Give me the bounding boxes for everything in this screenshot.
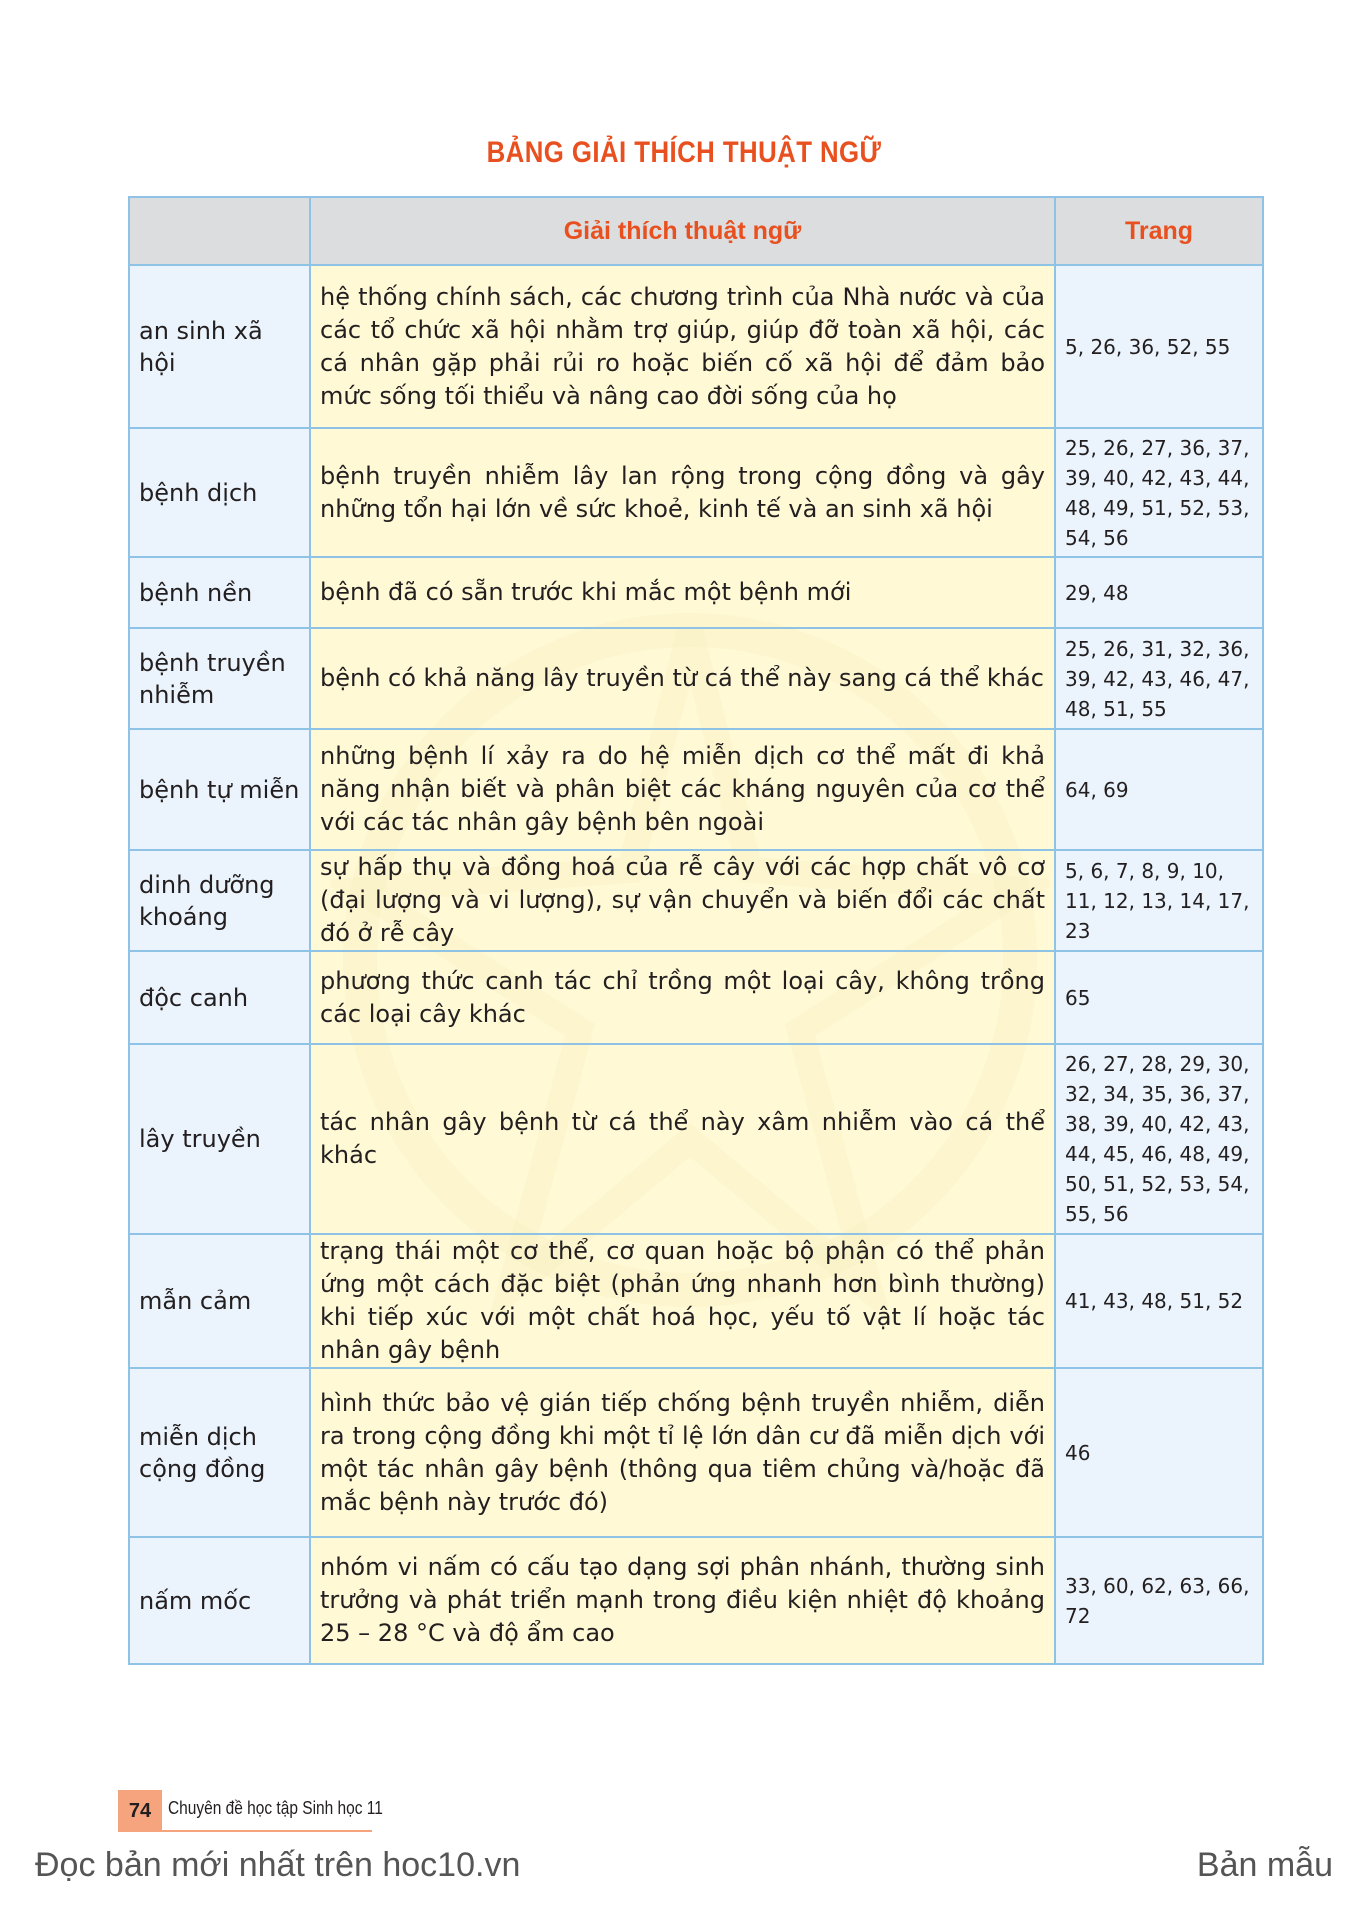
term-cell: lây truyền (129, 1044, 310, 1234)
page-title: BẢNG GIẢI THÍCH THUẬT NGỮ (486, 136, 882, 169)
table-row (129, 1234, 1263, 1368)
pages-cell: 5, 6, 7, 8, 9, 10, 11, 12, 13, 14, 17, 23 (1055, 850, 1263, 951)
table-row (129, 428, 1263, 557)
term-cell: bệnh truyền nhiễm (129, 628, 310, 729)
header-pages: Trang (1055, 197, 1263, 265)
table-row (129, 557, 1263, 628)
table-row (129, 1368, 1263, 1537)
definition-cell: hình thức bảo vệ gián tiếp chống bệnh truyền nhiễm, diễn ra trong cộng đồng khi một tỉ lệ lớn dân cư đã miễn dịch với một tác nhân gây bệnh (thông qua tiêm chủng và/hoặc đã mắc bệnh này trước đó) (310, 1368, 1055, 1537)
definition-cell: tác nhân gây bệnh từ cá thể này xâm nhiễm vào cá thể khác (310, 1044, 1055, 1234)
definition-cell: phương thức canh tác chỉ trồng một loại cây, không trồng các loại cây khác (310, 951, 1055, 1044)
footer-divider (162, 1830, 372, 1832)
header-definition: Giải thích thuật ngữ (310, 197, 1055, 265)
term-cell: an sinh xã hội (129, 265, 310, 428)
term-cell: bệnh dịch (129, 428, 310, 557)
definition-cell: những bệnh lí xảy ra do hệ miễn dịch cơ thể mất đi khả năng nhận biết và phân biệt các kháng nguyên của cơ thể với các tác nhân gây bệnh bên ngoài (310, 729, 1055, 850)
table-row (129, 850, 1263, 951)
pages-cell: 5, 26, 36, 52, 55 (1055, 265, 1263, 428)
definition-cell: sự hấp thụ và đồng hoá của rễ cây với các hợp chất vô cơ (đại lượng và vi lượng), sự vận chuyển và biến đổi các chất đó ở rễ cây (310, 850, 1055, 951)
pages-cell: 33, 60, 62, 63, 66, 72 (1055, 1537, 1263, 1664)
pages-cell: 41, 43, 48, 51, 52 (1055, 1234, 1263, 1368)
header-term (129, 197, 310, 265)
sample-label: Bản mẫu (1196, 1846, 1333, 1884)
definition-cell: bệnh truyền nhiễm lây lan rộng trong cộng đồng và gây những tổn hại lớn về sức khoẻ, kinh tế và an sinh xã hội (310, 428, 1055, 557)
term-cell: mẫn cảm (129, 1234, 310, 1368)
pages-cell: 25, 26, 27, 36, 37, 39, 40, 42, 43, 44, 48, 49, 51, 52, 53, 54, 56 (1055, 428, 1263, 557)
pages-cell: 65 (1055, 951, 1263, 1044)
definition-cell: bệnh có khả năng lây truyền từ cá thể này sang cá thể khác (310, 628, 1055, 729)
pages-cell: 46 (1055, 1368, 1263, 1537)
definition-cell: nhóm vi nấm có cấu tạo dạng sợi phân nhánh, thường sinh trưởng và phát triển mạnh trong điều kiện nhiệt độ khoảng 25 – 28 °C và độ ẩm cao (310, 1537, 1055, 1664)
table-row (129, 628, 1263, 729)
term-cell: dinh dưỡng khoáng (129, 850, 310, 951)
definition-cell: hệ thống chính sách, các chương trình của Nhà nước và của các tổ chức xã hội nhằm trợ giúp, giúp đỡ toàn xã hội, các cá nhân gặp phải rủi ro hoặc biến cố xã hội để đảm bảo mức sống tối thiểu và nâng cao đời sống của họ (310, 265, 1055, 428)
pages-cell: 64, 69 (1055, 729, 1263, 850)
book-title: Chuyên đề học tập Sinh học 11 (168, 1798, 383, 1818)
definition-cell: trạng thái một cơ thể, cơ quan hoặc bộ phận có thể phản ứng một cách đặc biệt (phản ứng nhanh hơn bình thường) khi tiếp xúc với một chất hoá học, yếu tố vật lí hoặc tác nhân gây bệnh (310, 1234, 1055, 1368)
pages-cell: 29, 48 (1055, 557, 1263, 628)
term-cell: bệnh nền (129, 557, 310, 628)
glossary-table (128, 196, 1264, 1665)
term-cell: bệnh tự miễn (129, 729, 310, 850)
table-row (129, 265, 1263, 428)
definition-cell: bệnh đã có sẵn trước khi mắc một bệnh mới (310, 557, 1055, 628)
latest-version-link[interactable]: Đọc bản mới nhất trên hoc10.vn (35, 1846, 521, 1884)
table-header-row (129, 197, 1263, 265)
table-row (129, 729, 1263, 850)
term-cell: nấm mốc (129, 1537, 310, 1664)
table-row (129, 1044, 1263, 1234)
page-number: 74 (118, 1790, 162, 1832)
term-cell: miễn dịch cộng đồng (129, 1368, 310, 1537)
table-row (129, 951, 1263, 1044)
table-row (129, 1537, 1263, 1664)
pages-cell: 25, 26, 31, 32, 36, 39, 42, 43, 46, 47, 48, 51, 55 (1055, 628, 1263, 729)
term-cell: độc canh (129, 951, 310, 1044)
pages-cell: 26, 27, 28, 29, 30, 32, 34, 35, 36, 37, 38, 39, 40, 42, 43, 44, 45, 46, 48, 49, 50, 51, 52, 53, 54, 55, 56 (1055, 1044, 1263, 1234)
